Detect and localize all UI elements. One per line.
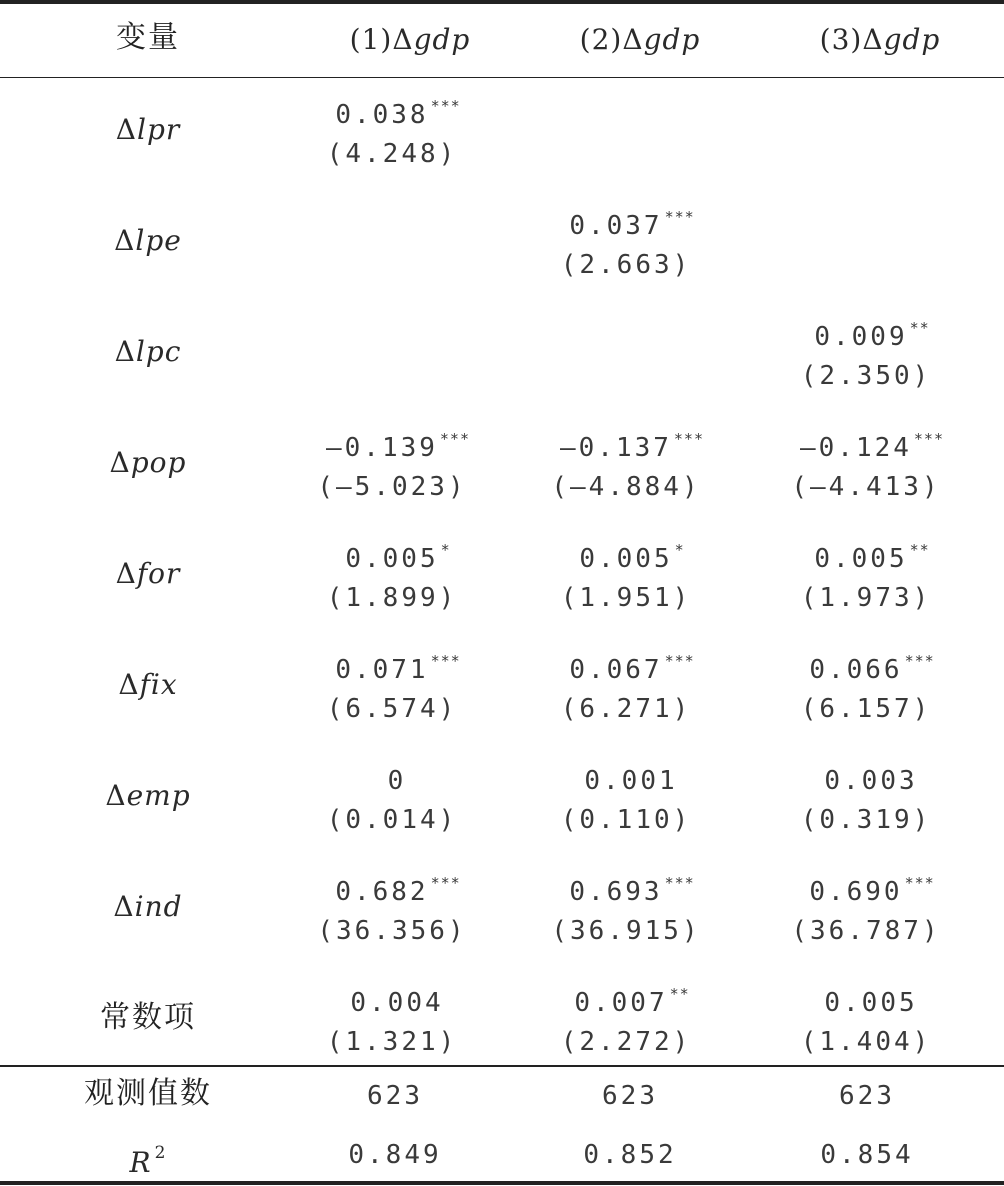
significance-stars: ** (909, 319, 930, 337)
variable-header: 变量 (116, 20, 180, 55)
t-statistic: (1.321) (326, 1027, 458, 1057)
coefficient-value: 0.037 (569, 211, 663, 241)
coefficient (288, 756, 508, 797)
coefficient (522, 423, 742, 464)
significance-stars: ** (909, 541, 930, 559)
coefficient (522, 867, 742, 908)
row-label (68, 780, 228, 812)
row-label (68, 114, 228, 146)
coefficient (762, 90, 982, 131)
t-statistic: (1.973) (800, 583, 932, 613)
coefficient (288, 867, 508, 908)
coefficient-value: 0.067 (569, 655, 663, 685)
row-label (68, 558, 228, 590)
t-statistic: (2.663) (560, 250, 692, 280)
t-statistic: (—4.884) (551, 472, 701, 502)
coefficient (522, 756, 742, 797)
coefficient (762, 312, 982, 353)
significance-stars: *** (664, 208, 695, 226)
variable-symbol: for (136, 557, 181, 590)
t-statistic: (6.157) (800, 694, 932, 724)
coefficient-value: —0.137 (559, 433, 672, 463)
t-statistic: (2.350) (800, 361, 932, 391)
coefficient (288, 201, 508, 242)
row-label (68, 336, 228, 368)
coefficient-value: 0.005 (345, 544, 439, 574)
t-statistic: (1.404) (800, 1027, 932, 1057)
coefficient (288, 90, 508, 131)
variable-delta: Δ (109, 446, 131, 479)
coefficient-value: —0.139 (325, 433, 438, 463)
row-label (68, 669, 228, 701)
t-statistic: (—4.413) (791, 472, 941, 502)
coefficient (762, 201, 982, 242)
variable-symbol: pop (130, 446, 187, 479)
r2-value-1: 0.849 (348, 1140, 442, 1170)
coefficient-value: 0.003 (824, 766, 918, 796)
coefficient (762, 978, 982, 1019)
r2-value-3: 0.854 (820, 1140, 914, 1170)
t-statistic: (2.272) (560, 1027, 692, 1057)
t-statistic: (1.899) (326, 583, 458, 613)
coefficient-value: 0 (387, 766, 407, 796)
obs-label: 观测值数 (84, 1076, 212, 1111)
obs-value-3: 623 (839, 1081, 895, 1111)
row-label (68, 891, 228, 923)
coefficient (762, 423, 982, 464)
variable-symbol: lpc (135, 335, 182, 368)
variable-delta: Δ (114, 335, 136, 368)
significance-stars: * (674, 541, 685, 559)
variable-symbol: ind (134, 890, 183, 923)
col-header-2: (2)Δgdp (579, 23, 701, 56)
variable-delta: Δ (115, 557, 137, 590)
coefficient-value: 0.071 (335, 655, 429, 685)
header-rule (0, 77, 1004, 78)
coefficient (522, 90, 742, 131)
significance-stars: *** (430, 97, 461, 115)
t-statistic: (4.248) (326, 139, 458, 169)
significance-stars: ** (669, 985, 690, 1003)
coefficient-value: 0.009 (814, 322, 908, 352)
t-statistic: (—5.023) (317, 472, 467, 502)
coefficient (522, 534, 742, 575)
coefficient-value: 0.005 (824, 988, 918, 1018)
variable-symbol: emp (126, 779, 191, 812)
variable-delta: Δ (113, 890, 135, 923)
variable-delta: Δ (115, 113, 137, 146)
t-statistic: (0.319) (800, 805, 932, 835)
body-rule (0, 1065, 1004, 1067)
coefficient (288, 534, 508, 575)
coefficient-value: 0.038 (335, 100, 429, 130)
significance-stars: *** (439, 430, 470, 448)
top-rule (0, 0, 1004, 4)
t-statistic: (6.574) (326, 694, 458, 724)
coefficient (762, 645, 982, 686)
significance-stars: *** (673, 430, 704, 448)
variable-delta: Δ (118, 668, 140, 701)
variable-delta: Δ (105, 779, 127, 812)
significance-stars: *** (430, 874, 461, 892)
coefficient (522, 201, 742, 242)
coefficient-value: 0.005 (579, 544, 673, 574)
coefficient (288, 312, 508, 353)
col-header-3: (3)Δgdp (819, 23, 941, 56)
t-statistic: (1.951) (560, 583, 692, 613)
coefficient-value: 0.693 (569, 877, 663, 907)
variable-symbol: fix (139, 668, 178, 701)
bottom-rule (0, 1181, 1004, 1185)
significance-stars: *** (913, 430, 944, 448)
variable-symbol: lpr (136, 113, 181, 146)
obs-value-2: 623 (602, 1081, 658, 1111)
row-label (68, 225, 228, 257)
coefficient-value: 0.004 (350, 988, 444, 1018)
coefficient (522, 312, 742, 353)
significance-stars: *** (430, 652, 461, 670)
coefficient-value: 0.005 (814, 544, 908, 574)
coefficient-value: 0.682 (335, 877, 429, 907)
r2-label: R $^2$ (129, 1143, 167, 1179)
coefficient (522, 978, 742, 1019)
coefficient (762, 756, 982, 797)
r2-value-2: 0.852 (583, 1140, 677, 1170)
significance-stars: *** (904, 874, 935, 892)
variable-symbol: lpe (135, 224, 182, 257)
variable-delta: Δ (114, 224, 136, 257)
coefficient (288, 645, 508, 686)
coefficient (762, 534, 982, 575)
significance-stars: *** (664, 874, 695, 892)
significance-stars: * (440, 541, 451, 559)
coefficient (288, 978, 508, 1019)
obs-value-1: 623 (367, 1081, 423, 1111)
coefficient-value: 0.690 (809, 877, 903, 907)
row-label (68, 447, 228, 479)
coefficient-value: 0.007 (574, 988, 668, 1018)
t-statistic: (0.110) (560, 805, 692, 835)
t-statistic: (36.356) (317, 916, 467, 946)
coefficient-value: 0.066 (809, 655, 903, 685)
significance-stars: *** (664, 652, 695, 670)
t-statistic: (0.014) (326, 805, 458, 835)
coefficient-value: 0.001 (584, 766, 678, 796)
t-statistic: (36.915) (551, 916, 701, 946)
row-label: 常数项 (100, 1000, 196, 1035)
significance-stars: *** (904, 652, 935, 670)
coefficient-value: —0.124 (799, 433, 912, 463)
coefficient (762, 867, 982, 908)
t-statistic: (6.271) (560, 694, 692, 724)
col-header-1: (1)Δgdp (349, 23, 471, 56)
coefficient (522, 645, 742, 686)
coefficient (288, 423, 508, 464)
t-statistic: (36.787) (791, 916, 941, 946)
